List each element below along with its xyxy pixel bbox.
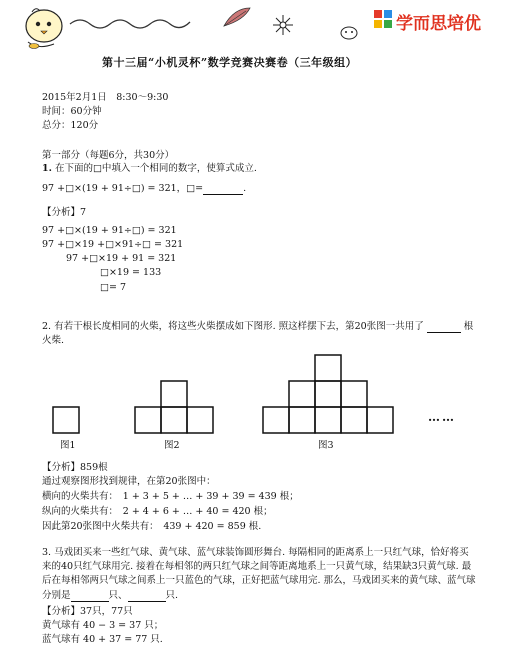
q3-text-mid: 只、 [108,590,128,601]
exam-date: 2015年2月1日 8:30～9:30 [42,92,169,103]
brand-name: 学而思培优 [396,14,481,34]
q1-step: 97 +□×19 +□×91÷□ = 321 [42,239,184,250]
q1-answer-blank[interactable] [203,184,243,195]
q1-step: □×19 = 133 [100,267,162,278]
q1-text: 在下面的□中填入一个相同的数字，使算式成立. [54,163,257,174]
q2-analysis: 【分析】859根 [42,462,108,473]
part1-heading: 第一部分（每题6分，共30分） [42,150,175,161]
q1-step: □= 7 [100,282,126,293]
q3-text-line: 后在每相邻两只气球之间系上一只蓝色的气球，正好把蓝气球用完. 那么，马戏团买来的黄气球、蓝气球 [42,575,476,586]
cartoon-chick-icon [18,4,66,52]
q2-answer-blank[interactable] [427,322,461,333]
q3-answer-blank-yellow[interactable] [71,591,109,602]
flower-icon [272,14,294,36]
matchstick-figure-3 [262,354,394,434]
q1-step: 97 +□×19 + 91 = 321 [66,253,177,264]
continuation-dots: …… [428,410,456,424]
matchstick-figure-2 [134,380,214,434]
q1-number: 1. [42,163,52,174]
q2-analysis-line: 纵向的火柴共有： 2 + 4 + 6 + … + 40 = 420 根； [42,506,273,517]
q3-text-line: 来的40只红气球用完. 接着在每相邻的两只红气球之间等距离地系上一只黄气球，结果缺3只黄气球. 最 [42,561,472,572]
smiley-face-icon [340,26,358,40]
q1-equation-end: . [243,183,247,194]
q3-text-prefix: 分别是 [42,590,71,601]
exam-duration: 时间：60分钟 [42,106,102,117]
q2-analysis-line: 横向的火柴共有： 1 + 3 + 5 + … + 39 + 39 = 439 根； [42,491,299,502]
q1-analysis: 【分析】7 [42,207,87,218]
page-title: 第十三届“小机灵杯”数学竞赛决赛卷（三年级组） [102,56,358,69]
q2-text: 2. 有若干根长度相同的火柴，将这些火柴摆成如下图形. 照这样摆下去，第20张图一共用了 [42,321,424,332]
q3-analysis-line: 黄气球有 40 − 3 = 37 只； [42,620,164,631]
q2-analysis-line: 因此第20张图中火柴共有： 439 + 420 = 859 根. [42,521,262,532]
q2-text-continued: 火柴. [42,335,65,346]
brand-logo-icon [372,8,394,32]
q2-text-end: 根 [463,321,474,332]
q3-text-end: 只. [165,590,179,601]
exam-score: 总分：120分 [42,120,99,131]
wavy-line-decoration [70,14,190,30]
figure-2-label: 图2 [164,440,180,451]
feather-icon [222,6,252,28]
figure-1-label: 图1 [60,440,76,451]
q3-answer-blank-blue[interactable] [128,591,166,602]
q3-analysis-line: 蓝气球有 40 + 37 = 77 只. [42,634,163,645]
q1-step: 97 +□×(19 + 91÷□) = 321 [42,225,177,236]
q3-text-line: 3. 马戏团买来一些红气球、黄气球、蓝气球装饰圆形舞台. 每隔相同的距离系上一只红气球，恰好将买 [42,547,469,558]
figure-3-label: 图3 [318,440,334,451]
matchstick-figure-1 [52,406,80,434]
q3-analysis: 【分析】37只，77只 [42,606,133,617]
q2-analysis-line: 通过观察图形找到规律，在第20张图中： [42,476,216,487]
q1-equation: 97 +□×(19 + 91÷□) = 321，□= [42,183,204,194]
